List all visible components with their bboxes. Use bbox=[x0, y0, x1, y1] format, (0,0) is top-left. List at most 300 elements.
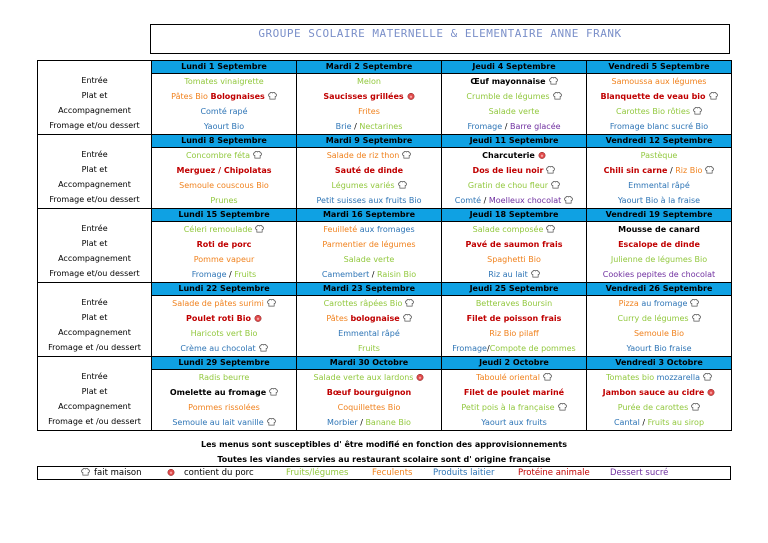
chef-hat-icon bbox=[253, 151, 262, 159]
dish-line bbox=[297, 326, 441, 341]
dish-line bbox=[297, 104, 441, 119]
dish-line bbox=[587, 341, 731, 356]
dish-line bbox=[587, 311, 731, 326]
dish-line bbox=[152, 193, 296, 208]
dish-text: Nectarines bbox=[359, 122, 403, 131]
day-header: Jeudi 11 Septembre bbox=[442, 135, 586, 148]
dish-text: Fruits bbox=[358, 344, 380, 353]
dish-line bbox=[297, 400, 441, 415]
chef-hat-icon bbox=[703, 373, 712, 381]
dish-text: Concombre féta bbox=[185, 151, 251, 160]
dish-text: / bbox=[351, 122, 360, 131]
dish-text: Comté rapé bbox=[200, 107, 248, 116]
legend-pig-icon-wrap bbox=[164, 467, 175, 480]
dish-line bbox=[442, 89, 586, 104]
day-cell bbox=[152, 135, 297, 209]
category-label: Accompagnement bbox=[58, 328, 131, 337]
dish-text: Salade verte aux lardons bbox=[313, 373, 414, 382]
dish-text: Tomates vinaigrette bbox=[184, 77, 264, 86]
dish-text: Fromage bbox=[467, 122, 503, 131]
day-header: Lundi 15 Septembre bbox=[152, 209, 296, 222]
day-header: Lundi 1 Septembre bbox=[152, 61, 296, 74]
dish-text: Moelleux chocolat bbox=[488, 196, 562, 205]
dish-text: / bbox=[639, 418, 648, 427]
chef-hat-icon bbox=[267, 418, 276, 426]
chef-hat-icon bbox=[81, 468, 90, 476]
dish-text: Sauté de dinde bbox=[334, 166, 404, 175]
dish-text: Filet de poisson frais bbox=[466, 314, 562, 323]
dish-line bbox=[587, 163, 731, 178]
dish-line bbox=[587, 252, 731, 267]
category-cell bbox=[38, 135, 152, 209]
category-label: Entrée bbox=[81, 298, 108, 307]
dish-text: Brie bbox=[335, 122, 352, 131]
dish-text: Charcuterie bbox=[482, 151, 535, 160]
dish-line bbox=[587, 400, 731, 415]
note-origin: Toutes les viandes servies au restaurant scolaire sont d' origine française bbox=[217, 455, 551, 464]
day-cell bbox=[297, 283, 442, 357]
pig-icon bbox=[407, 92, 415, 100]
dish-line bbox=[152, 326, 296, 341]
dish-line bbox=[587, 74, 731, 89]
chef-hat-icon bbox=[259, 344, 268, 352]
day-header: Vendredi 12 Septembre bbox=[587, 135, 731, 148]
day-header: Mardi 23 Septembre bbox=[297, 283, 441, 296]
dish-text: Salade de pâtes surimi bbox=[172, 299, 264, 308]
legend bbox=[37, 466, 731, 480]
dish-text: Saucisses grillées bbox=[323, 92, 404, 101]
dish-text: Frites bbox=[358, 107, 380, 116]
category-header-spacer bbox=[38, 357, 151, 369]
chef-hat-icon bbox=[402, 151, 411, 159]
dish-line bbox=[297, 163, 441, 178]
chef-hat-icon bbox=[398, 181, 407, 189]
dish-line bbox=[587, 296, 731, 311]
category-label: Entrée bbox=[81, 224, 108, 233]
day-header: Mardi 16 Septembre bbox=[297, 209, 441, 222]
dish-text: Purée de carottes bbox=[617, 403, 689, 412]
pig-icon bbox=[707, 388, 715, 396]
dish-text: Coquillettes Bio bbox=[337, 403, 401, 412]
dish-text: Riz au lait bbox=[488, 270, 528, 279]
dish-line bbox=[297, 89, 441, 104]
dish-text: Prunes bbox=[210, 196, 238, 205]
dish-line bbox=[152, 400, 296, 415]
category-label: Accompagnement bbox=[58, 254, 131, 263]
dish-line bbox=[152, 252, 296, 267]
category-label: Plat et bbox=[81, 239, 108, 248]
dish-line bbox=[297, 237, 441, 252]
category-label: Fromage et /ou dessert bbox=[48, 343, 141, 352]
dish-text: / bbox=[481, 196, 489, 205]
day-cell bbox=[442, 283, 587, 357]
dish-line bbox=[587, 415, 731, 430]
dish-text: / bbox=[357, 418, 366, 427]
dish-text: Petit pois à la française bbox=[461, 403, 555, 412]
legend-dessert: Dessert sucré bbox=[610, 468, 669, 478]
dish-text: Dos de lieu noir bbox=[472, 166, 544, 175]
day-header: Vendredi 3 Octobre bbox=[587, 357, 731, 370]
day-cell bbox=[297, 135, 442, 209]
day-cell bbox=[587, 61, 732, 135]
dish-line bbox=[587, 267, 731, 282]
day-cell bbox=[587, 283, 732, 357]
dish-text: Mousse de canard bbox=[618, 225, 700, 234]
dish-line bbox=[297, 119, 441, 134]
category-label: Plat et bbox=[81, 165, 108, 174]
chef-hat-icon bbox=[693, 107, 702, 115]
dish-text: Cookies pepites de chocolat bbox=[602, 270, 716, 279]
dish-line bbox=[297, 370, 441, 385]
category-label: Fromage et/ou dessert bbox=[49, 195, 140, 204]
dish-text: Riz Bio pilaff bbox=[489, 329, 539, 338]
day-header: Vendredi 19 Septembre bbox=[587, 209, 731, 222]
dish-line bbox=[442, 74, 586, 89]
dish-line bbox=[442, 163, 586, 178]
week-row bbox=[38, 135, 732, 209]
dish-line bbox=[152, 74, 296, 89]
notes bbox=[37, 437, 731, 467]
chef-hat-icon bbox=[546, 166, 555, 174]
day-header: Lundi 8 Septembre bbox=[152, 135, 296, 148]
dish-line bbox=[587, 222, 731, 237]
legend-laitier: Produits laitier bbox=[433, 468, 495, 478]
dish-text: Céleri remoulade bbox=[183, 225, 253, 234]
dish-text: Bœuf bourguignon bbox=[326, 388, 412, 397]
pig-icon bbox=[538, 151, 546, 159]
dish-text: Semoule couscous Bio bbox=[179, 181, 269, 190]
dish-line bbox=[442, 222, 586, 237]
dish-line bbox=[152, 119, 296, 134]
category-label: Accompagnement bbox=[58, 106, 131, 115]
dish-text: Emmental râpé bbox=[628, 181, 690, 190]
dish-text: Parmentier de légumes bbox=[322, 240, 416, 249]
dish-line bbox=[442, 341, 586, 356]
dish-text: Semoule Bio bbox=[633, 329, 685, 338]
dish-line bbox=[297, 311, 441, 326]
dish-text: Fromage blanc sucré Bio bbox=[609, 122, 709, 131]
chef-hat-icon bbox=[268, 92, 277, 100]
dish-text: Raisin Bio bbox=[377, 270, 417, 279]
day-cell bbox=[587, 209, 732, 283]
chef-hat-icon bbox=[403, 314, 412, 322]
dish-line bbox=[297, 415, 441, 430]
day-cell bbox=[152, 209, 297, 283]
dish-line bbox=[442, 252, 586, 267]
day-cell bbox=[442, 61, 587, 135]
chef-hat-icon bbox=[564, 196, 573, 204]
dish-line bbox=[442, 267, 586, 282]
chef-hat-icon bbox=[691, 403, 700, 411]
day-header: Jeudi 4 Septembre bbox=[442, 61, 586, 74]
dish-text: Salade de riz thon bbox=[326, 151, 400, 160]
day-header: Jeudi 25 Septembre bbox=[442, 283, 586, 296]
dish-text: Chili sin carne bbox=[603, 166, 668, 175]
dish-text: aux fromages bbox=[359, 225, 415, 234]
dish-line bbox=[152, 385, 296, 400]
chef-hat-icon bbox=[553, 92, 562, 100]
dish-text: Petit suisses aux fruits Bio bbox=[316, 196, 422, 205]
dish-line bbox=[152, 237, 296, 252]
pig-icon bbox=[416, 373, 424, 381]
dish-text: Cantal bbox=[613, 418, 640, 427]
category-label: Accompagnement bbox=[58, 402, 131, 411]
dish-text: Samoussa aux légumes bbox=[611, 77, 707, 86]
dish-text: Semoule au lait vanille bbox=[172, 418, 264, 427]
dish-line bbox=[442, 178, 586, 193]
chef-hat-icon bbox=[551, 181, 560, 189]
dish-line bbox=[442, 148, 586, 163]
dish-text: Merguez / Chipolatas bbox=[176, 166, 272, 175]
dish-text: Omelette au fromage bbox=[169, 388, 267, 397]
dish-line bbox=[442, 370, 586, 385]
dish-text: Escalope de dinde bbox=[618, 240, 700, 249]
dish-line bbox=[297, 148, 441, 163]
dish-text: Carottes râpées Bio bbox=[323, 299, 403, 308]
dish-line bbox=[152, 267, 296, 282]
chef-hat-icon bbox=[269, 388, 278, 396]
dish-line bbox=[442, 385, 586, 400]
legend-chef-icon-wrap bbox=[78, 467, 90, 480]
dish-text: Riz Bio bbox=[675, 166, 703, 175]
category-header-spacer bbox=[38, 61, 151, 73]
week-row bbox=[38, 209, 732, 283]
dish-text: Gratin de chou fleur bbox=[467, 181, 549, 190]
pig-icon bbox=[254, 314, 262, 322]
week-row bbox=[38, 357, 732, 431]
category-label: Plat et bbox=[81, 91, 108, 100]
day-header: Mardi 2 Septembre bbox=[297, 61, 441, 74]
dish-line bbox=[442, 400, 586, 415]
dish-text: Feuilleté bbox=[323, 225, 360, 234]
dish-text: Salade composée bbox=[472, 225, 544, 234]
dish-line bbox=[152, 163, 296, 178]
day-cell bbox=[587, 135, 732, 209]
pig-icon bbox=[167, 468, 175, 476]
dish-line bbox=[297, 193, 441, 208]
legend-proteine: Protéine animale bbox=[518, 468, 590, 478]
dish-text: Blanquette de veau bio bbox=[600, 92, 706, 101]
legend-fait-maison: fait maison bbox=[94, 468, 142, 478]
dish-text: Crème au chocolat bbox=[180, 344, 256, 353]
legend-porc: contient du porc bbox=[184, 468, 254, 478]
dish-text: Crumble de légumes bbox=[466, 92, 550, 101]
chef-hat-icon bbox=[405, 299, 414, 307]
day-header: Vendredi 5 Septembre bbox=[587, 61, 731, 74]
dish-text: Haricots vert Bio bbox=[190, 329, 258, 338]
dish-line bbox=[297, 222, 441, 237]
dish-text: Banane Bio bbox=[365, 418, 411, 427]
day-header: Lundi 22 Septembre bbox=[152, 283, 296, 296]
dish-line bbox=[442, 326, 586, 341]
day-cell bbox=[297, 357, 442, 431]
dish-text: bolognaise bbox=[350, 314, 400, 323]
dish-text: Yaourt Bio fraise bbox=[626, 344, 692, 353]
dish-text: Julienne de légumes Bio bbox=[610, 255, 708, 264]
dish-text: Pastèque bbox=[640, 151, 678, 160]
dish-line bbox=[587, 193, 731, 208]
day-cell bbox=[152, 283, 297, 357]
category-label: Fromage et/ou dessert bbox=[49, 269, 140, 278]
dish-line bbox=[442, 104, 586, 119]
dish-text: Œuf mayonnaise bbox=[470, 77, 546, 86]
dish-text: Comté bbox=[454, 196, 482, 205]
chef-hat-icon bbox=[255, 225, 264, 233]
category-label: Plat et bbox=[81, 313, 108, 322]
dish-text: Pizza bbox=[618, 299, 642, 308]
category-header-spacer bbox=[38, 283, 151, 295]
dish-text: Spaghetti Bio bbox=[487, 255, 541, 264]
category-cell bbox=[38, 61, 152, 135]
dish-line bbox=[587, 237, 731, 252]
dish-text: Bolognaises bbox=[210, 92, 265, 101]
dish-line bbox=[442, 193, 586, 208]
category-label: Entrée bbox=[81, 76, 108, 85]
dish-text: / bbox=[667, 166, 676, 175]
dish-text: Compote de pommes bbox=[489, 344, 576, 353]
chef-hat-icon bbox=[705, 166, 714, 174]
category-label: Fromage et /ou dessert bbox=[48, 417, 141, 426]
dish-text: / bbox=[502, 122, 510, 131]
category-cell bbox=[38, 283, 152, 357]
dish-line bbox=[587, 89, 731, 104]
chef-hat-icon bbox=[531, 270, 540, 278]
dish-text: Pommes rissolées bbox=[188, 403, 260, 412]
day-cell bbox=[587, 357, 732, 431]
day-cell bbox=[152, 357, 297, 431]
dish-line bbox=[297, 267, 441, 282]
dish-line bbox=[152, 222, 296, 237]
dish-line bbox=[152, 311, 296, 326]
dish-text: Pâtes bbox=[326, 314, 351, 323]
dish-text: Carottes Bio rôties bbox=[615, 107, 690, 116]
chef-hat-icon bbox=[558, 403, 567, 411]
dish-line bbox=[297, 178, 441, 193]
dish-line bbox=[297, 341, 441, 356]
category-cell bbox=[38, 357, 152, 431]
dish-text: / bbox=[369, 270, 378, 279]
dish-text: Fruits bbox=[234, 270, 257, 279]
dish-text: Fruits au sirop bbox=[647, 418, 705, 427]
chef-hat-icon bbox=[543, 373, 552, 381]
dish-line bbox=[587, 385, 731, 400]
title-box bbox=[150, 24, 730, 54]
dish-line bbox=[587, 104, 731, 119]
category-label: Accompagnement bbox=[58, 180, 131, 189]
dish-text: Pâtes Bio bbox=[171, 92, 211, 101]
dish-text: Camembert bbox=[321, 270, 370, 279]
dish-line bbox=[587, 370, 731, 385]
dish-line bbox=[587, 178, 731, 193]
day-cell bbox=[297, 209, 442, 283]
dish-text: Filet de poulet mariné bbox=[463, 388, 565, 397]
page-title: GROUPE SCOLAIRE MATERNELLE & ELEMENTAIRE ANNE FRANK bbox=[258, 27, 622, 40]
week-row bbox=[38, 61, 732, 135]
day-cell bbox=[152, 61, 297, 135]
dish-text: / bbox=[486, 344, 490, 353]
dish-text: Morbier bbox=[327, 418, 358, 427]
chef-hat-icon bbox=[546, 225, 555, 233]
dish-text: Poulet roti Bio bbox=[186, 314, 251, 323]
dish-line bbox=[152, 148, 296, 163]
category-header-spacer bbox=[38, 209, 151, 221]
chef-hat-icon bbox=[267, 299, 276, 307]
day-cell bbox=[442, 209, 587, 283]
category-cell bbox=[38, 209, 152, 283]
menu-table bbox=[37, 60, 732, 431]
chef-hat-icon bbox=[690, 299, 699, 307]
dish-text: Taboulé oriental bbox=[476, 373, 540, 382]
dish-text: Melon bbox=[356, 77, 381, 86]
dish-line bbox=[442, 119, 586, 134]
dish-text: Roti de porc bbox=[196, 240, 252, 249]
dish-line bbox=[297, 296, 441, 311]
dish-text: Yaourt Bio à la fraise bbox=[617, 196, 701, 205]
dish-text: Légumes variés bbox=[331, 181, 395, 190]
legend-feculents: Feculents bbox=[372, 468, 413, 478]
dish-text: Yaourt aux fruits bbox=[481, 418, 547, 427]
dish-text: Betteraves Boursin bbox=[475, 299, 553, 308]
dish-text: Fromage bbox=[191, 270, 227, 279]
category-label: Entrée bbox=[81, 372, 108, 381]
note-supply: Les menus sont susceptibles d' être modifié en fonction des approvisionnements bbox=[201, 440, 567, 449]
dish-text: Pavé de saumon frais bbox=[465, 240, 563, 249]
day-header: Mardi 9 Septembre bbox=[297, 135, 441, 148]
dish-text: / bbox=[226, 270, 235, 279]
category-header-spacer bbox=[38, 135, 151, 147]
dish-text: Yaourt Bio bbox=[203, 122, 245, 131]
dish-text: Barre glacée bbox=[509, 122, 561, 131]
dish-line bbox=[152, 89, 296, 104]
week-row bbox=[38, 283, 732, 357]
dish-line bbox=[152, 415, 296, 430]
dish-line bbox=[152, 341, 296, 356]
dish-line bbox=[587, 148, 731, 163]
category-label: Entrée bbox=[81, 150, 108, 159]
dish-line bbox=[297, 252, 441, 267]
dish-text: au fromage bbox=[641, 299, 688, 308]
category-label: Plat et bbox=[81, 387, 108, 396]
dish-text: Radis beurre bbox=[198, 373, 250, 382]
dish-line bbox=[152, 296, 296, 311]
dish-line bbox=[442, 237, 586, 252]
day-header: Vendredi 26 Septembre bbox=[587, 283, 731, 296]
dish-text: Salade verte bbox=[343, 255, 395, 264]
dish-line bbox=[152, 104, 296, 119]
dish-text: Pomme vapeur bbox=[193, 255, 255, 264]
dish-line bbox=[152, 178, 296, 193]
dish-text: Emmental râpé bbox=[338, 329, 400, 338]
day-cell bbox=[442, 135, 587, 209]
day-header: Lundi 29 Septembre bbox=[152, 357, 296, 370]
legend-fruits: Fruits/légumes bbox=[286, 468, 349, 478]
dish-line bbox=[297, 74, 441, 89]
chef-hat-icon bbox=[709, 92, 718, 100]
chef-hat-icon bbox=[692, 314, 701, 322]
day-cell bbox=[297, 61, 442, 135]
dish-line bbox=[442, 296, 586, 311]
day-header: Jeudi 18 Septembre bbox=[442, 209, 586, 222]
dish-line bbox=[152, 370, 296, 385]
dish-text: Fromage bbox=[452, 344, 487, 353]
dish-line bbox=[442, 311, 586, 326]
category-label: Fromage et/ou dessert bbox=[49, 121, 140, 130]
chef-hat-icon bbox=[549, 77, 558, 85]
dish-text: Tomates bio bbox=[606, 373, 657, 382]
dish-text: Curry de légumes bbox=[617, 314, 689, 323]
dish-line bbox=[587, 326, 731, 341]
dish-line bbox=[587, 119, 731, 134]
